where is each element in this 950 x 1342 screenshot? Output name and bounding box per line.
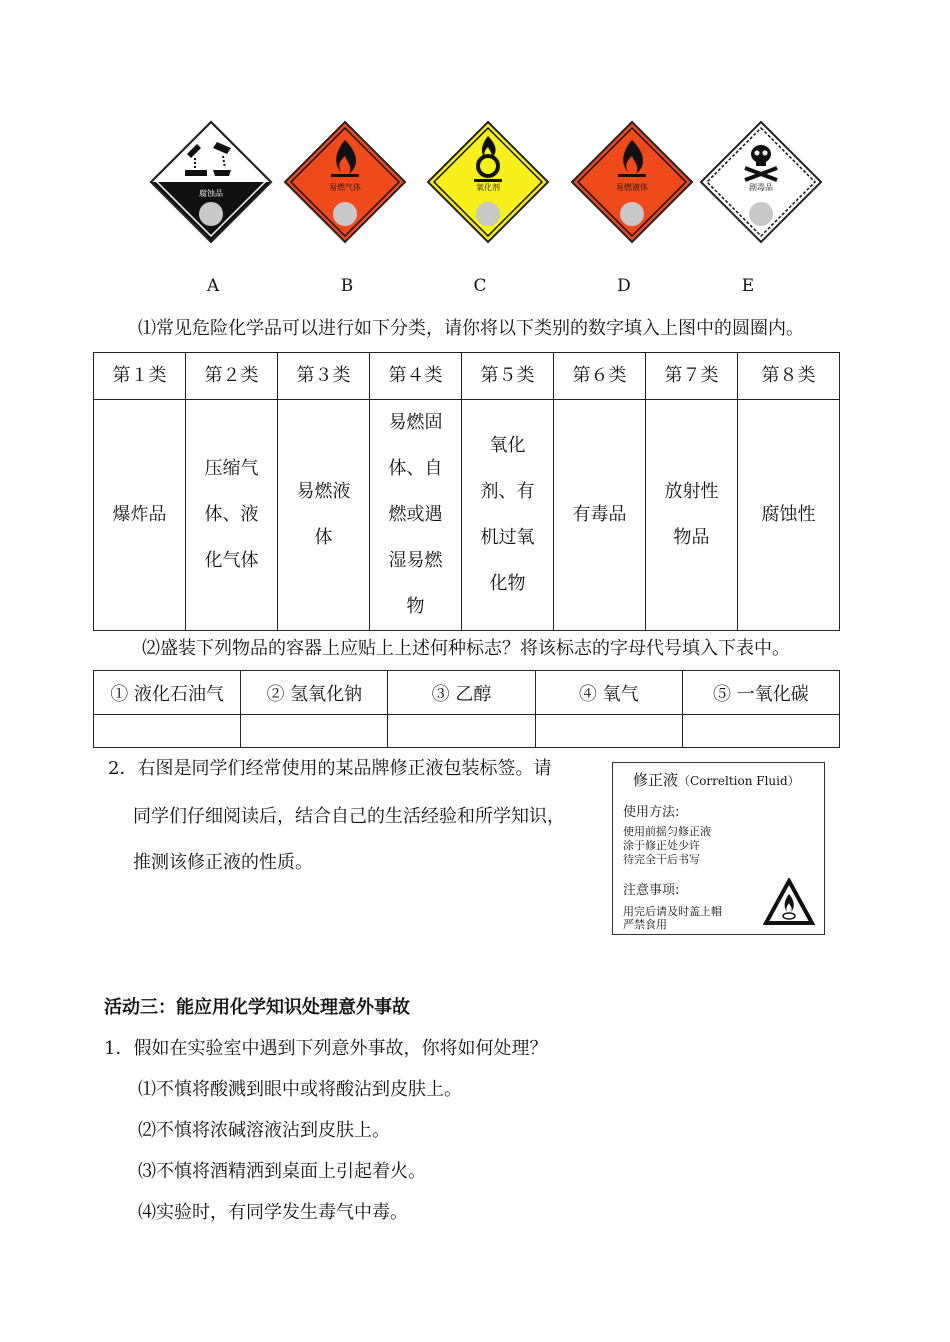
class-header: 第４类 — [370, 353, 462, 400]
class-description-line: 压缩气 — [204, 458, 259, 479]
class-description-line: 放射性 — [664, 481, 719, 502]
class-header: 第５类 — [462, 353, 554, 400]
class-description-line: 体、自 — [388, 458, 443, 479]
item-header: ② 氢氧化钠 — [241, 671, 388, 715]
class-description-line: 腐蚀性 — [761, 504, 816, 525]
class-header: 第８类 — [738, 353, 840, 400]
sign-letter-a: A — [206, 276, 220, 296]
question-3-line-1: 2．右图是同学们经常使用的某品牌修正液包装标签。请 — [108, 758, 552, 779]
class-header: 第３类 — [278, 353, 370, 400]
hazard-class-table — [93, 352, 840, 631]
item-answer-cell[interactable] — [388, 715, 535, 748]
class-table-body-row — [94, 400, 840, 631]
item-header: ③ 乙醇 — [388, 671, 535, 715]
class-header: 第１类 — [94, 353, 186, 400]
answer-circle[interactable] — [749, 202, 773, 226]
flammable-warning-icon — [763, 878, 815, 926]
question-1: ⑴常见危险化学品可以进行如下分类，请你将以下类别的数字填入上图中的圆圈内。 — [138, 318, 804, 339]
hazard-sign-e — [697, 118, 825, 246]
accident-item: ⑵不慎将浓碱溶液沾到皮肤上。 — [138, 1120, 390, 1141]
class-header: 第２类 — [186, 353, 278, 400]
hazard-sign-b — [281, 118, 409, 246]
sign-letter-b: B — [340, 276, 354, 296]
item-header: ① 液化石油气 — [94, 671, 241, 715]
class-description-line: 物 — [406, 596, 425, 617]
answer-circle[interactable] — [199, 202, 223, 226]
sign-letter-d: D — [617, 276, 631, 296]
hazard-sign-a — [147, 118, 275, 246]
item-answer-cell[interactable] — [94, 715, 241, 748]
item-answer-cell[interactable] — [241, 715, 388, 748]
item-header: ④ 氧气 — [535, 671, 682, 715]
class-description-line: 燃或遇 — [388, 504, 443, 525]
item-header: ⑤ 一氧化碳 — [682, 671, 839, 715]
usage-heading: 使用方法: — [623, 805, 680, 820]
sign-label: 易燃气体 — [329, 183, 361, 192]
class-header: 第６类 — [554, 353, 646, 400]
class-description-line: 化物 — [489, 573, 526, 594]
class-description-line: 化气体 — [204, 550, 259, 571]
class-description-line: 物品 — [673, 527, 710, 548]
answer-circle[interactable] — [333, 202, 357, 226]
item-sign-table — [93, 670, 840, 748]
sign-label: 氧化剂 — [476, 183, 500, 192]
class-description-cell — [94, 400, 186, 631]
class-description-line: 机过氧 — [480, 527, 535, 548]
answer-circle[interactable] — [620, 202, 644, 226]
class-description-cell — [186, 400, 278, 631]
class-description-cell — [370, 400, 462, 631]
class-description-cell — [646, 400, 738, 631]
accident-intro: 1．假如在实验室中遇到下列意外事故，你将如何处理？ — [104, 1038, 548, 1059]
label-title-en: （Correltion Fluid） — [678, 774, 800, 788]
correction-fluid-label — [612, 762, 825, 935]
notice-line: 严禁食用 — [623, 918, 667, 931]
class-table-header-row — [94, 353, 840, 400]
class-description-cell — [738, 400, 840, 631]
class-description-cell — [554, 400, 646, 631]
class-description-line: 易燃液 — [296, 481, 351, 502]
sign-letter-c: C — [473, 276, 487, 296]
answer-circle[interactable] — [476, 202, 500, 226]
class-description-line: 易燃固 — [388, 412, 443, 433]
usage-line: 使用前摇匀修正液 — [623, 825, 711, 838]
hazard-sign-c — [424, 118, 552, 246]
accident-item: ⑴不慎将酸溅到眼中或将酸沾到皮肤上。 — [138, 1079, 462, 1100]
class-description-line: 剂、有 — [480, 481, 535, 502]
item-answer-cell[interactable] — [535, 715, 682, 748]
class-description-line: 湿易燃 — [388, 550, 443, 571]
notice-line: 用完后请及时盖上帽 — [623, 905, 722, 918]
class-description-line: 有毒品 — [572, 504, 627, 525]
hazard-sign-d — [568, 118, 696, 246]
usage-line: 涂于修正处少许 — [623, 839, 700, 852]
class-description-line: 爆炸品 — [112, 504, 167, 525]
usage-line: 待完全干后书写 — [623, 853, 700, 866]
item-answer-cell[interactable] — [682, 715, 839, 748]
notice-heading: 注意事项: — [623, 883, 680, 898]
question-3-line-3: 推测该修正液的性质。 — [133, 852, 313, 873]
question-2: ⑵盛装下列物品的容器上应贴上上述何种标志？将该标志的字母代号填入下表中。 — [142, 638, 790, 659]
label-title — [633, 769, 800, 790]
class-description-line: 氧化 — [489, 435, 526, 456]
class-header: 第７类 — [646, 353, 738, 400]
accident-item: ⑷实验时，有同学发生毒气中毒。 — [138, 1202, 408, 1223]
label-title-cn: 修正液 — [633, 771, 679, 789]
accident-item: ⑶不慎将酒精洒到桌面上引起着火。 — [138, 1161, 426, 1182]
class-description-line: 体 — [314, 527, 333, 548]
sign-label: 腐蚀品 — [199, 189, 223, 198]
class-description-cell — [278, 400, 370, 631]
sign-letter-e: E — [741, 276, 755, 296]
class-description-cell — [462, 400, 554, 631]
class-description-line: 体、液 — [204, 504, 259, 525]
sign-label: 易燃液体 — [616, 183, 648, 192]
question-3-line-2: 同学们仔细阅读后，结合自己的生活经验和所学知识， — [133, 806, 565, 827]
activity-3-title: 活动三：能应用化学知识处理意外事故 — [104, 997, 410, 1018]
sign-label: 剧毒品 — [749, 183, 773, 192]
